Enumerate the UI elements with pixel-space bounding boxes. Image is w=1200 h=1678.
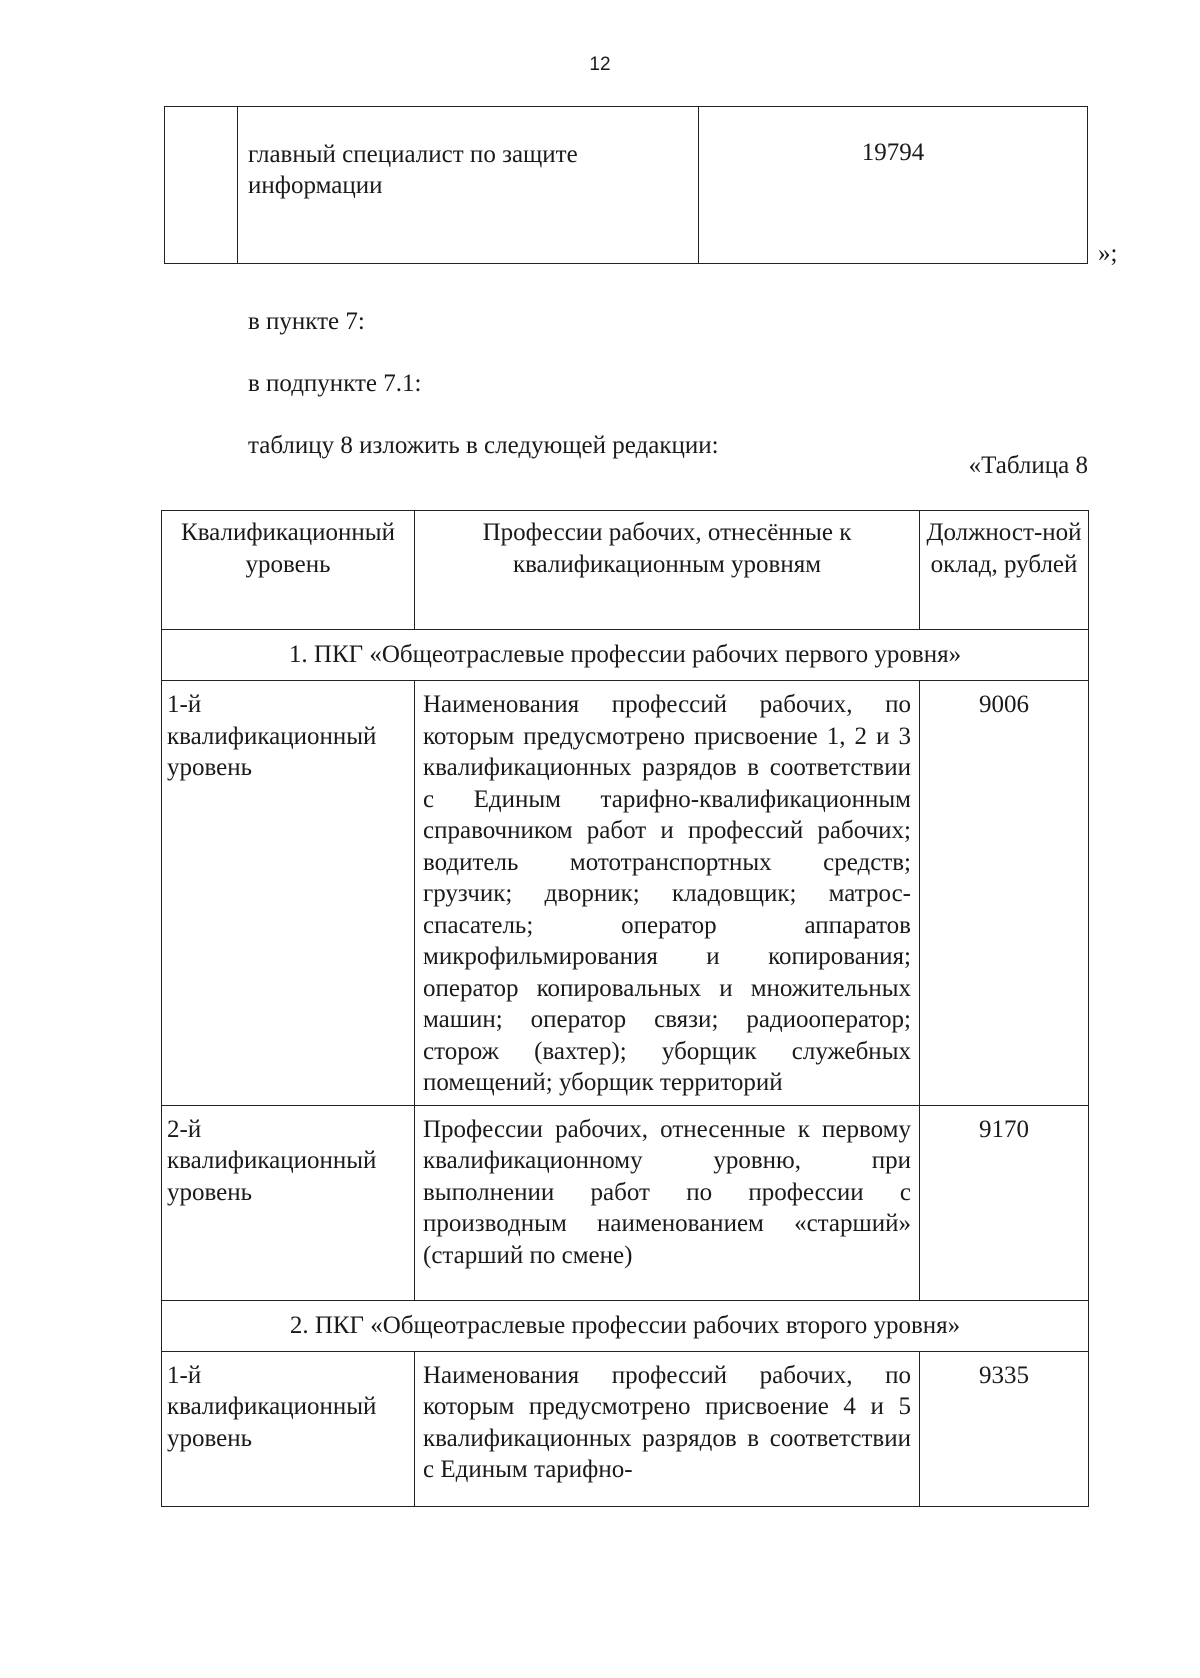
salary-cell: 19794 bbox=[699, 107, 1088, 264]
table-row bbox=[162, 1351, 1089, 1506]
professions-cell: Наименования профессий рабочих, по которым предусмотрено присвоение 1, 2 и 3 квалификационных разрядов в соответствии с Единым тарифно-квалификационным справочником работ и профессий рабочих; водитель мототранспортных средств; грузчик; дворник; кладовщик; матрос-спасатель; оператор аппаратов микрофильмирования и копирования; оператор копировальных и множительных машин; оператор связи; радиооператор; сторож (вахтер); уборщик служебных помещений; уборщик территорий bbox=[415, 681, 920, 1106]
paragraph-instruction: таблицу 8 изложить в следующей редакции: bbox=[248, 432, 719, 459]
professions-cell: Наименования профессий рабочих, по которым предусмотрено присвоение 4 и 5 квалификационных разрядов в соответствии с Единым тарифно- bbox=[415, 1351, 920, 1506]
table-header-row bbox=[162, 511, 1089, 630]
level-cell: 2-й квалификационный уровень bbox=[162, 1105, 415, 1300]
salary-cell: 9170 bbox=[920, 1105, 1089, 1300]
continued-table bbox=[164, 106, 1088, 264]
position-cell: главный специалист по защите информации bbox=[238, 107, 699, 264]
header-professions: Профессии рабочих, отнесённые к квалификационным уровням bbox=[415, 511, 920, 630]
closing-mark: »; bbox=[1098, 240, 1118, 267]
index-cell bbox=[165, 107, 238, 264]
group-row bbox=[162, 630, 1089, 681]
paragraph-subitem-7-1: в подпункте 7.1: bbox=[248, 370, 422, 397]
salary-cell: 9006 bbox=[920, 681, 1089, 1106]
professions-cell: Профессии рабочих, отнесенные к первому квалификационному уровню, при выполнении работ по профессии с производным наименованием «старший» (старший по смене) bbox=[415, 1105, 920, 1300]
header-salary: Должност-ной оклад, рублей bbox=[920, 511, 1089, 630]
table-8 bbox=[161, 510, 1089, 1507]
level-cell: 1-й квалификационный уровень bbox=[162, 1351, 415, 1506]
level-cell: 1-й квалификационный уровень bbox=[162, 681, 415, 1106]
table-row bbox=[165, 107, 1088, 264]
group-title: 2. ПКГ «Общеотраслевые профессии рабочих второго уровня» bbox=[162, 1300, 1089, 1351]
table-row bbox=[162, 1105, 1089, 1300]
group-title: 1. ПКГ «Общеотраслевые профессии рабочих первого уровня» bbox=[162, 630, 1089, 681]
group-row bbox=[162, 1300, 1089, 1351]
table-caption: «Таблица 8 bbox=[968, 452, 1088, 479]
header-level: Квалификационный уровень bbox=[162, 511, 415, 630]
paragraph-item-7: в пункте 7: bbox=[248, 308, 365, 335]
table-row bbox=[162, 681, 1089, 1106]
salary-cell: 9335 bbox=[920, 1351, 1089, 1506]
page-number: 12 bbox=[589, 54, 611, 75]
